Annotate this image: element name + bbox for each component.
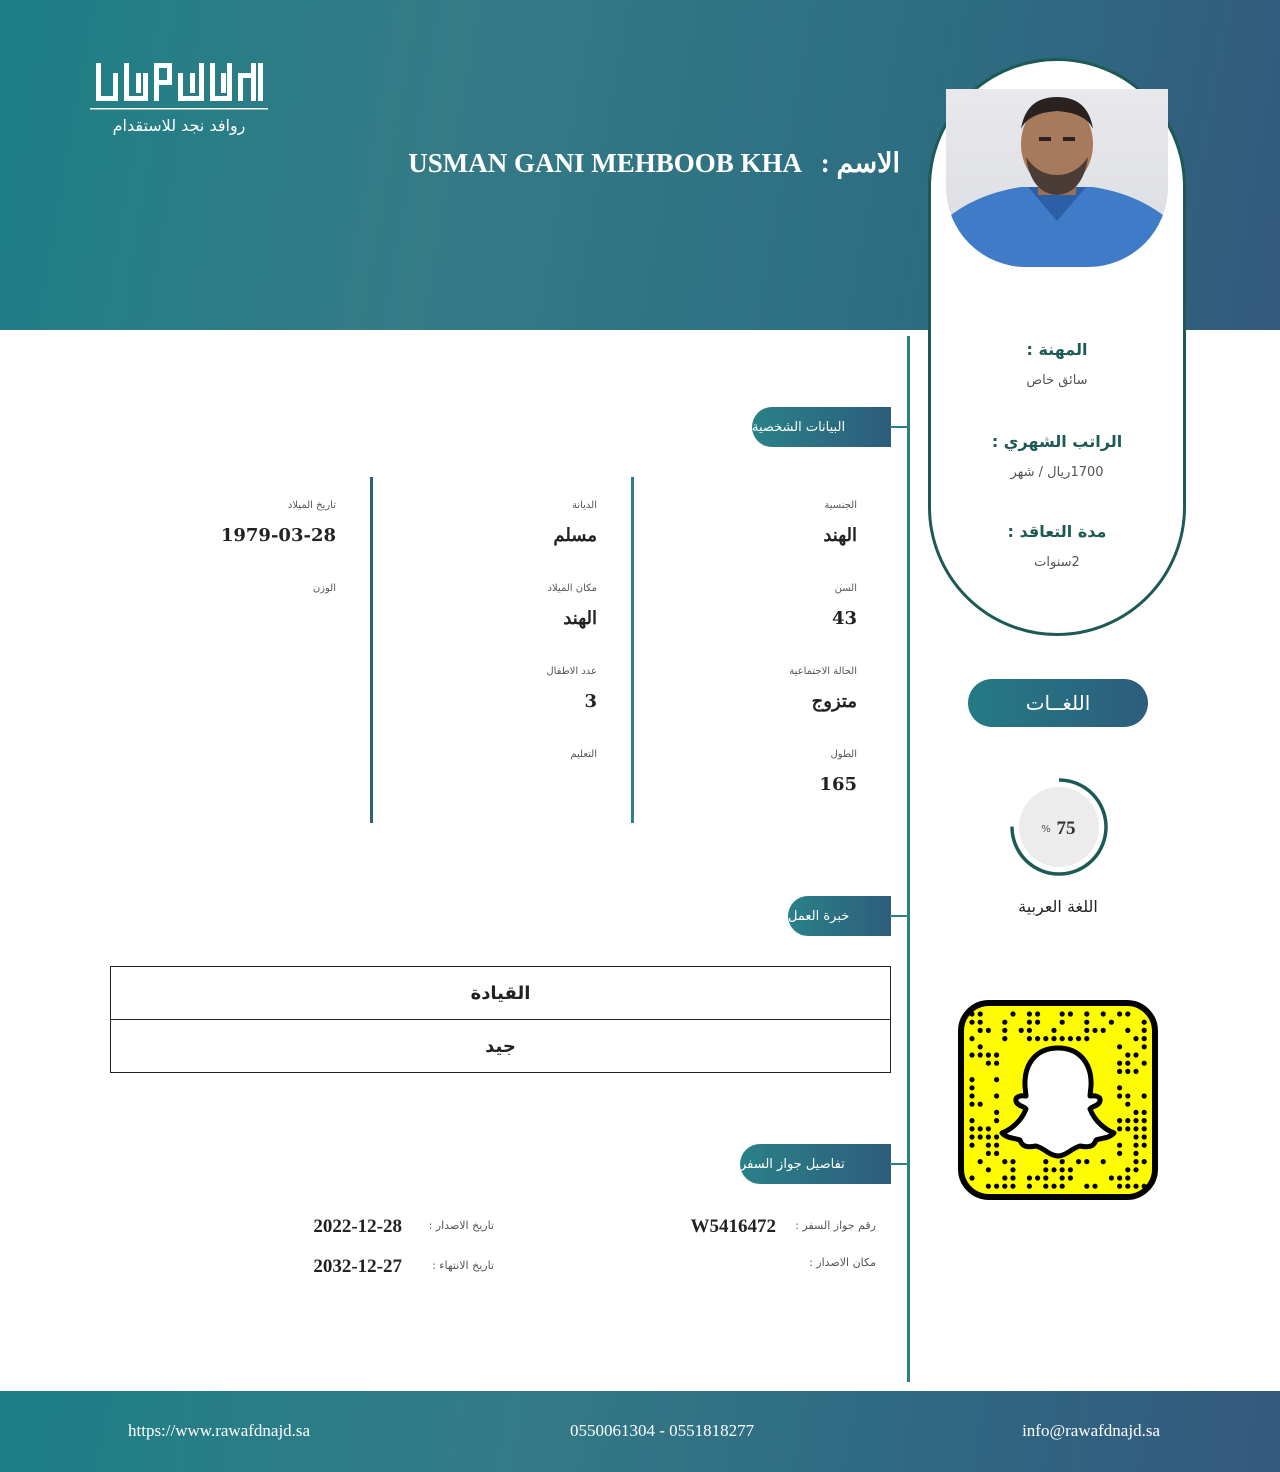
snapcode-dot — [1142, 1044, 1147, 1049]
snapcode-dot — [994, 1093, 999, 1098]
snapcode-dot — [986, 1167, 991, 1172]
snapcode-dot — [1051, 1036, 1056, 1041]
contract-field — [928, 522, 1186, 570]
snapcode-dot — [1133, 1110, 1138, 1115]
nationality-field — [823, 500, 857, 546]
snapcode-dot — [1117, 1069, 1122, 1074]
snapcode-dot — [1043, 1036, 1048, 1041]
column-divider — [631, 477, 634, 823]
snapcode-dot — [1035, 1011, 1040, 1016]
snapcode-dot — [1142, 1126, 1147, 1131]
snapcode-dot — [1060, 1036, 1065, 1041]
snapcode-dot — [1117, 1175, 1122, 1180]
snapcode-dot — [1142, 1020, 1147, 1025]
snapcode-dot — [1068, 1167, 1073, 1172]
snapcode-dot — [1117, 1085, 1122, 1090]
education-label: التعليم — [570, 749, 597, 760]
profession-label: المهنة : — [1026, 340, 1088, 359]
religion-label: الديانة — [571, 500, 597, 511]
height-field — [819, 749, 857, 795]
snapcode-dot — [986, 1126, 991, 1131]
snapcode-dot — [1092, 1184, 1097, 1189]
religion-field — [553, 500, 597, 546]
snapcode-dot — [1142, 1143, 1147, 1148]
snapcode-dot — [986, 1143, 991, 1148]
snapcode-dot — [978, 1102, 983, 1107]
salary-label: الراتب الشهري : — [991, 432, 1123, 451]
marital-label: الحالة الاجتماعية — [789, 666, 857, 677]
snapcode-dot — [1125, 1061, 1130, 1066]
snapcode-dot — [978, 1020, 983, 1025]
snapcode-dot — [986, 1184, 991, 1189]
snapcode-dot — [994, 1143, 999, 1148]
snapcode-dot — [978, 1011, 983, 1016]
worker-name: USMAN GANI MEHBOOB KHA — [408, 148, 803, 178]
snapchat-ghost-icon — [958, 1000, 1158, 1200]
snapcode-dot — [1125, 1011, 1130, 1016]
snapcode-dot — [994, 1077, 999, 1082]
height-value: 165 — [819, 774, 857, 795]
snapcode-dot — [1125, 1175, 1130, 1180]
snapcode-dot — [1051, 1184, 1056, 1189]
salary-field — [928, 432, 1186, 480]
weight-label: الوزن — [312, 583, 336, 594]
birthplace-field — [548, 583, 598, 629]
age-value: 43 — [831, 608, 857, 629]
snapcode-dot — [994, 1061, 999, 1066]
snapcode-dot — [1076, 1036, 1081, 1041]
snapcode-dot — [978, 1028, 983, 1033]
snapcode-dot — [969, 1052, 974, 1057]
children-value: 3 — [584, 691, 597, 712]
snapcode-dot — [1101, 1011, 1106, 1016]
snapcode-dot — [1117, 1151, 1122, 1156]
snapcode-dot — [969, 1175, 974, 1180]
birthdate-field — [221, 500, 336, 546]
snapcode-dot — [1027, 1036, 1032, 1041]
snapcode-dot — [1002, 1036, 1007, 1041]
language-progress-ring — [1008, 776, 1110, 878]
birthplace-label: مكان الميلاد — [547, 583, 597, 594]
snapcode-dot — [1125, 1028, 1130, 1033]
name-label: الاسم : — [820, 148, 900, 178]
snapcode-dot — [1027, 1175, 1032, 1180]
snapcode-dot — [1125, 1126, 1130, 1131]
snapcode-dot — [978, 1044, 983, 1049]
section-tick — [890, 1163, 908, 1165]
profession-field — [928, 340, 1186, 388]
age-field — [832, 583, 857, 629]
snapcode-dot — [1002, 1159, 1007, 1164]
percent-sign: % — [1041, 824, 1051, 835]
snapcode-dot — [1010, 1184, 1015, 1189]
logo-text: روافد نجد للاستقدام — [112, 116, 246, 135]
snapcode-dot — [1002, 1020, 1007, 1025]
snapcode-dot — [969, 1093, 974, 1098]
snapcode-dot — [1084, 1020, 1089, 1025]
snapcode-dot — [1109, 1175, 1114, 1180]
snapcode-dot — [1027, 1028, 1032, 1033]
snapcode-dot — [1068, 1175, 1073, 1180]
nationality-label: الجنسية — [824, 500, 857, 511]
section-tick — [890, 915, 908, 917]
snapcode-dot — [1125, 1167, 1130, 1172]
snapcode-dot — [1142, 1093, 1147, 1098]
snapcode-dot — [969, 1134, 974, 1139]
snapcode-dot — [1117, 1184, 1122, 1189]
section-personal: البيانات الشخصية — [752, 407, 891, 447]
snapcode-dot — [1125, 1069, 1130, 1074]
experience-level: جيد — [111, 1019, 890, 1072]
snapcode-dot — [1133, 1069, 1138, 1074]
snapcode-dot — [1084, 1184, 1089, 1189]
weight-field — [313, 583, 336, 608]
snapcode-dot — [1051, 1167, 1056, 1172]
snapcode-dot — [1125, 1052, 1130, 1057]
snapcode-dot — [1117, 1044, 1122, 1049]
expiry-date-label: تاريخ الانتهاء : — [432, 1259, 494, 1272]
snapcode-dot — [1125, 1118, 1130, 1123]
snapcode-dot — [1109, 1020, 1114, 1025]
snapcode-dot — [1133, 1126, 1138, 1131]
timeline-line — [907, 336, 910, 1382]
snapcode-dot — [1142, 1110, 1147, 1115]
snapcode-dot — [994, 1134, 999, 1139]
religion-value: مسلم — [553, 525, 597, 546]
snapcode-dot — [1010, 1011, 1015, 1016]
column-divider — [370, 477, 373, 823]
footer-phones: 0550061304 - 0551818277 — [570, 1421, 755, 1440]
marital-field — [789, 666, 857, 712]
snapcode-dot — [969, 1118, 974, 1123]
snapcode-dot — [969, 1020, 974, 1025]
snapcode-dot — [1133, 1151, 1138, 1156]
snapcode-dot — [969, 1036, 974, 1041]
education-field — [570, 749, 597, 774]
snapcode-dot — [969, 1085, 974, 1090]
snapcode-dot — [1142, 1134, 1147, 1139]
salary-value: 1700ريال / شهر — [1010, 465, 1104, 480]
snapcode-dot — [1027, 1011, 1032, 1016]
birthdate-value: 1979-03-28 — [220, 525, 336, 546]
snapcode-dot — [986, 1052, 991, 1057]
section-passport: تفاصيل جواز السفر — [740, 1144, 891, 1184]
snapcode-dot — [1043, 1175, 1048, 1180]
height-label: الطول — [830, 749, 857, 760]
snapcode-dot — [1142, 1061, 1147, 1066]
snapcode-dot — [1133, 1143, 1138, 1148]
snapcode-dot — [1043, 1159, 1048, 1164]
snapcode-dot — [1125, 1102, 1130, 1107]
snapcode-dot — [1060, 1184, 1065, 1189]
snapcode-dot — [986, 1151, 991, 1156]
snapcode-dot — [1117, 1118, 1122, 1123]
passport-number-label: رقم جواز السفر : — [795, 1219, 876, 1232]
snapcode-dot — [978, 1159, 983, 1164]
children-label: عدد الاطفال — [546, 666, 597, 677]
worker-name-row — [408, 148, 900, 179]
snapcode-dot — [1142, 1159, 1147, 1164]
snapcode-dot — [1142, 1184, 1147, 1189]
snapcode-dot — [1043, 1184, 1048, 1189]
contract-value: 2سنوات — [1034, 555, 1080, 570]
languages-title: اللغــات — [968, 679, 1148, 727]
snapcode-dot — [1133, 1167, 1138, 1172]
snapcode-dot — [1117, 1061, 1122, 1066]
snapcode-dot — [978, 1134, 983, 1139]
birthdate-label: تاريخ الميلاد — [287, 500, 336, 511]
worker-photo — [946, 89, 1168, 267]
snapcode-dot — [1133, 1118, 1138, 1123]
snapcode-dot — [1142, 1028, 1147, 1033]
snapcode-dot — [1010, 1167, 1015, 1172]
snapcode-dot — [1002, 1028, 1007, 1033]
company-logo — [88, 58, 270, 138]
section-experience: خبرة العمل — [788, 896, 891, 936]
snapcode-dot — [969, 1143, 974, 1148]
issue-date-label: تاريخ الاصدار : — [428, 1219, 494, 1232]
nationality-value: الهند — [823, 525, 857, 546]
footer-website[interactable]: https://www.rawafdnajd.sa — [128, 1421, 311, 1440]
snapcode-dot — [1117, 1143, 1122, 1148]
snapcode-dot — [1117, 1093, 1122, 1098]
snapcode-dot — [986, 1028, 991, 1033]
section-tick — [890, 426, 908, 428]
language-name: اللغة العربية — [1018, 897, 1098, 916]
children-field — [546, 666, 597, 712]
snapcode-dot — [969, 1102, 974, 1107]
snapcode-dot — [1060, 1167, 1065, 1172]
snapcode-dot — [1142, 1118, 1147, 1123]
footer-email[interactable]: info@rawafdnajd.sa — [1022, 1421, 1160, 1440]
snapcode-dot — [1125, 1184, 1130, 1189]
snapcode-dot — [969, 1077, 974, 1082]
snapcode-dot — [1084, 1036, 1089, 1041]
snapcode-dot — [1027, 1020, 1032, 1025]
snapcode-dot — [1084, 1011, 1089, 1016]
snapcode-dot — [978, 1052, 983, 1057]
snapcode-dot — [1060, 1011, 1065, 1016]
snapcode-dot — [969, 1126, 974, 1131]
experience-skill: القيادة — [470, 982, 531, 1004]
snapcode-dot — [1133, 1036, 1138, 1041]
snapcode-dot — [1043, 1167, 1048, 1172]
snapcode-dot — [1019, 1028, 1024, 1033]
contract-label: مدة التعاقد : — [1007, 522, 1107, 541]
snapcode-dot — [1084, 1159, 1089, 1164]
snapcode-dot — [1092, 1028, 1097, 1033]
snapcode-dot — [1035, 1036, 1040, 1041]
age-label: السن — [834, 583, 857, 594]
snapcode-dot — [1101, 1028, 1106, 1033]
snapcode-dot — [1010, 1159, 1015, 1164]
snapcode-dot — [994, 1151, 999, 1156]
marital-value: متزوج — [811, 691, 857, 712]
snapcode-dot — [986, 1134, 991, 1139]
snapcode-dot — [1133, 1184, 1138, 1189]
snapcode-dot — [1084, 1028, 1089, 1033]
snapcode-dot — [994, 1118, 999, 1123]
snapcode-dot — [1068, 1011, 1073, 1016]
profession-value: سائق خاص — [1026, 373, 1088, 388]
snapcode-dot — [1027, 1184, 1032, 1189]
snapcode-dot — [1035, 1175, 1040, 1180]
snapcode-dot — [1101, 1159, 1106, 1164]
issue-place-label: مكان الاصدار : — [809, 1256, 876, 1269]
snapcode-dot — [978, 1126, 983, 1131]
expiry-date-value: 2032-12-27 — [313, 1256, 402, 1277]
snapcode-dot — [1060, 1175, 1065, 1180]
snapcode-dot — [1133, 1134, 1138, 1139]
snapcode-dot — [1142, 1036, 1147, 1041]
birthplace-value: الهند — [563, 608, 597, 629]
footer — [0, 1391, 1280, 1472]
snapcode-dot — [1060, 1159, 1065, 1164]
snapcode-dot — [986, 1061, 991, 1066]
issue-date-value: 2022-12-28 — [313, 1216, 402, 1237]
snapcode-dot — [1035, 1020, 1040, 1025]
snapcode-dot — [1125, 1093, 1130, 1098]
snapcode-dot — [1133, 1052, 1138, 1057]
experience-table — [110, 966, 891, 1073]
snapcode-dot — [1068, 1036, 1073, 1041]
passport-number-value: W5416472 — [690, 1216, 776, 1237]
snapcode-dot — [1010, 1175, 1015, 1180]
snapcode-dot — [1117, 1011, 1122, 1016]
snapcode-dot — [1002, 1184, 1007, 1189]
snapcode-dot — [1051, 1028, 1056, 1033]
snapcode-dot — [969, 1011, 974, 1016]
snapcode-dot — [1076, 1159, 1081, 1164]
snapcode-dot — [994, 1110, 999, 1115]
snapcode-dot — [1133, 1159, 1138, 1164]
snapcode-dot — [994, 1052, 999, 1057]
snapcode-dot — [1060, 1020, 1065, 1025]
snapcode-dot — [994, 1184, 999, 1189]
snapcode-dot — [1002, 1175, 1007, 1180]
snapcode-dot — [1117, 1126, 1122, 1131]
language-percent: 75 — [1056, 818, 1076, 839]
